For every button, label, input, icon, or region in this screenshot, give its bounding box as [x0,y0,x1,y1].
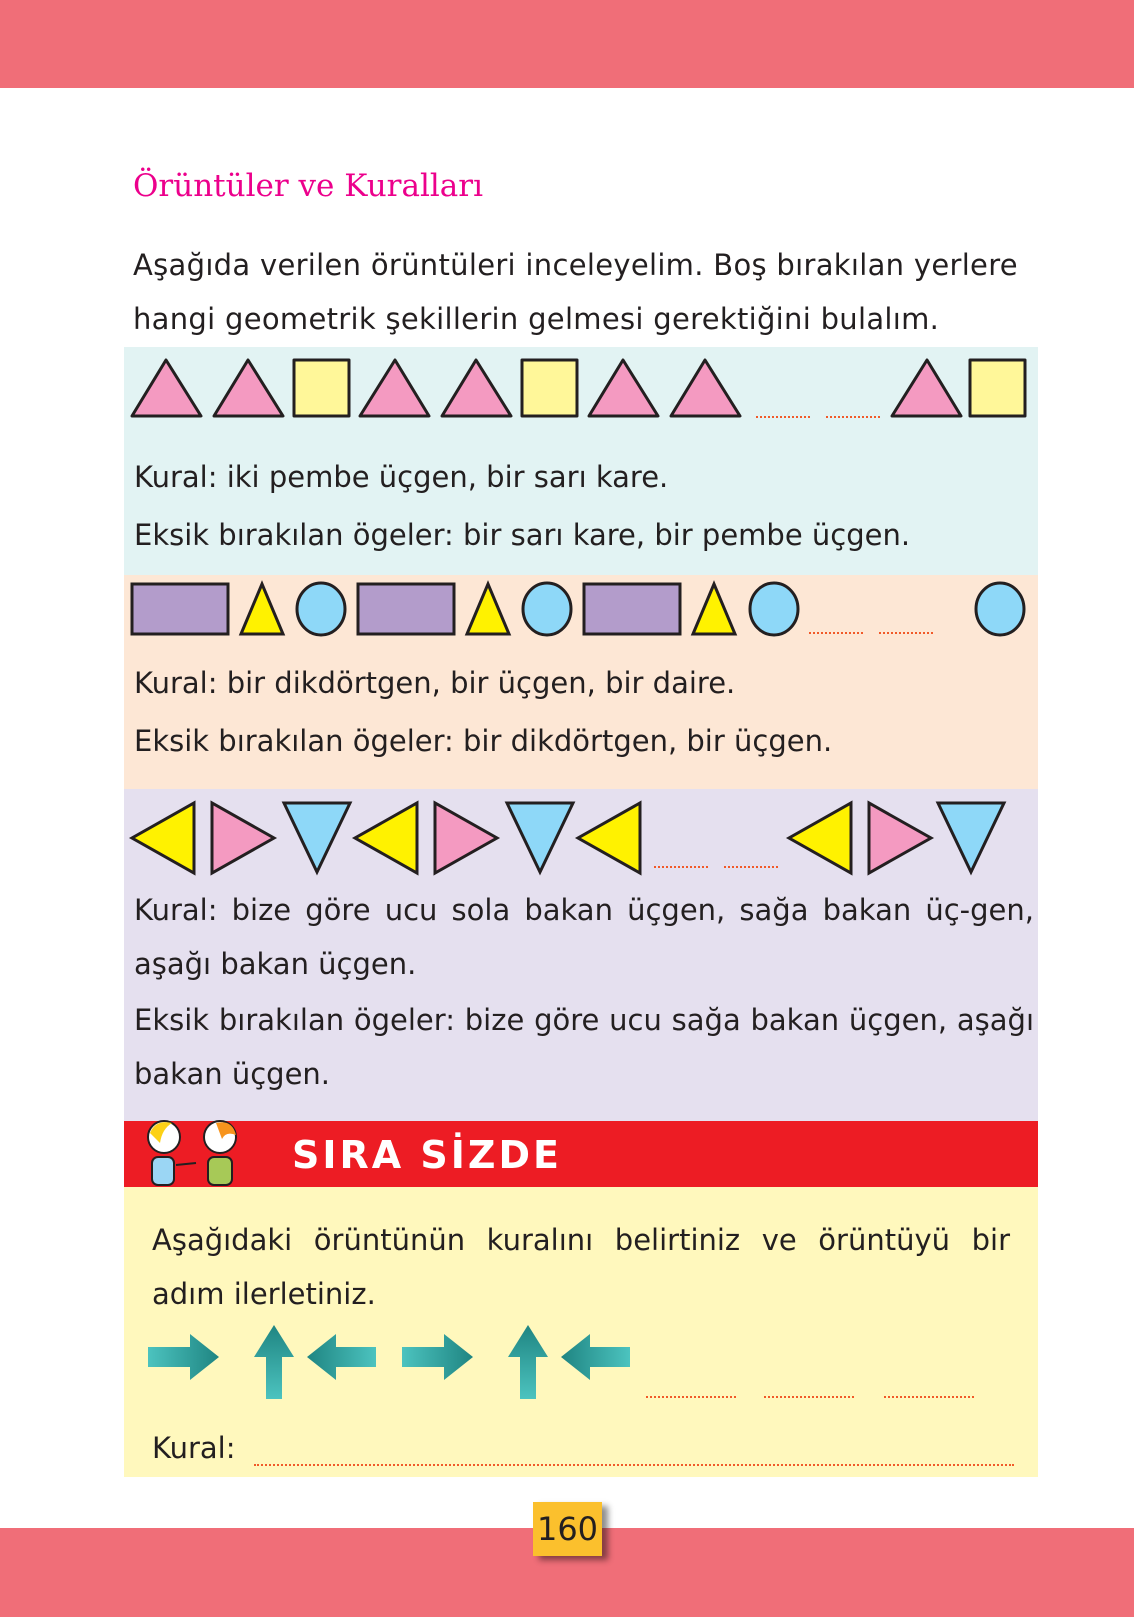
exercise-task-text: Aşağıdaki örüntünün kuralını belirtiniz ve örüntüyü bir adım ilerletiniz. [152,1223,1010,1311]
missing-text-3: Eksik bırakılan ögeler: bize göre ucu sağa bakan üçgen, aşağı bakan üçgen. [134,1003,1034,1091]
pattern-shapes-2 [124,575,1038,675]
pattern-shapes-1 [124,347,1038,447]
exercise-rule-answer-line[interactable] [254,1464,1014,1466]
pattern-shapes-3 [124,789,1038,889]
exercise-panel [124,1187,1038,1477]
kids-illustration-icon [136,1113,256,1193]
arrow-left-icon [561,1334,630,1380]
missing-text-2: Eksik bırakılan ögeler: bir dikdörtgen, bir üçgen. [134,724,833,758]
exercise-header-label: SIRA SİZDE [292,1133,562,1177]
arrow-right-icon [148,1334,219,1380]
arrow-right-icon [402,1334,473,1380]
rule-text-2: Kural: bir dikdörtgen, bir üçgen, bir daire. [134,666,736,700]
missing-text-1: Eksik bırakılan ögeler: bir sarı kare, bir pembe üçgen. [134,518,911,552]
arrow-up-icon [254,1325,294,1399]
rule-text-3: Kural: bize göre ucu sola bakan üçgen, sağa bakan üç-gen, aşağı bakan üçgen. [134,893,1034,981]
page-title: Örüntüler ve Kuralları [133,168,484,204]
top-bar [0,0,1134,88]
example-1 [124,347,1038,575]
exercise-header [124,1121,1038,1187]
exercise-rule-label: Kural: [152,1431,236,1465]
rule-text-1: Kural: iki pembe üçgen, bir sarı kare. [134,460,669,494]
intro-text: Aşağıda verilen örüntüleri inceleyelim. Boş bırakılan yerlere hangi geometrik şekillerin gelmesi gerektiğini bulalım. [133,248,1018,336]
example-3 [124,789,1038,1121]
arrow-left-icon [307,1334,376,1380]
arrow-up-icon [508,1325,548,1399]
page-number: 160 [533,1502,602,1556]
arrow-pattern [124,1317,1038,1411]
example-2 [124,575,1038,789]
